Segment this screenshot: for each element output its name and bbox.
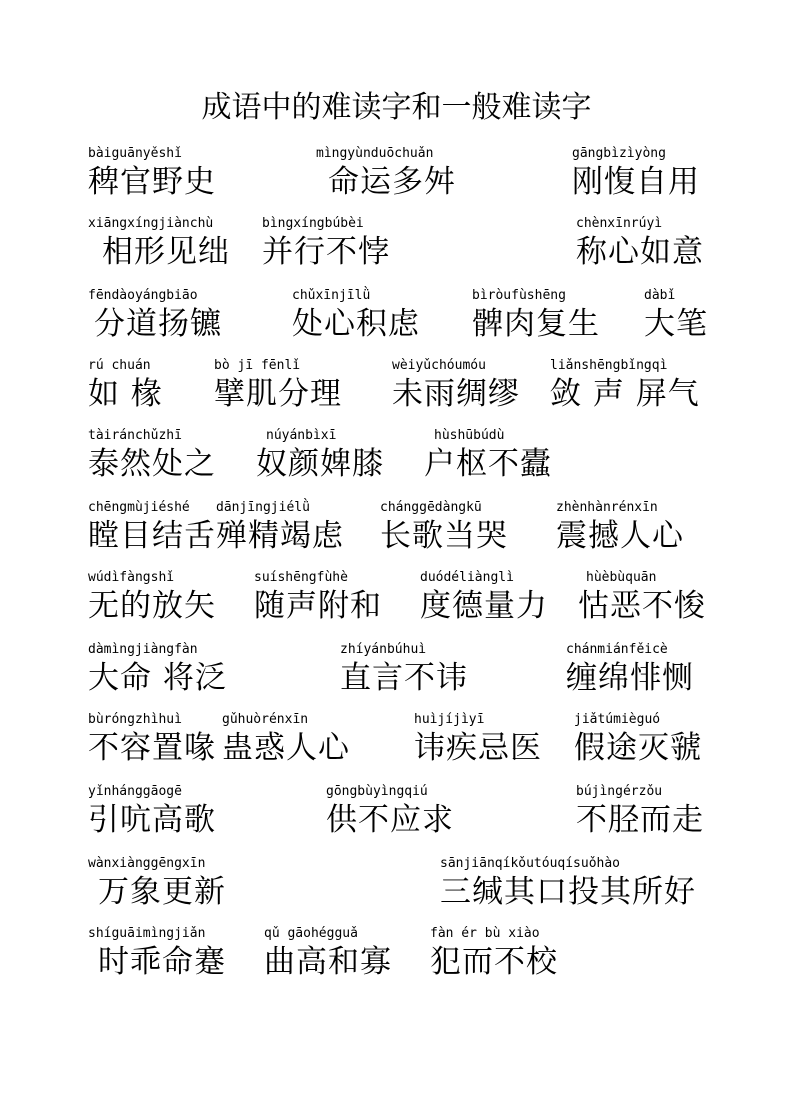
idiom-entry: [88, 288, 222, 342]
idiom-text: 度德量力: [420, 588, 548, 624]
idiom-text: 称心如意: [576, 234, 704, 270]
pinyin-annotation: chánggēdàngkū: [380, 500, 482, 515]
idiom-text: 震撼人心: [556, 518, 684, 554]
idiom-entry: [578, 570, 706, 624]
pinyin-annotation: qǔ gāohégguǎ: [264, 926, 358, 941]
pinyin-annotation: wúdìfàngshǐ: [88, 570, 175, 585]
pinyin-annotation: bùróngzhìhuì: [88, 712, 182, 727]
idiom-entry: [88, 500, 216, 554]
pinyin-annotation: dàmìngjiàngfàn: [88, 642, 198, 657]
pinyin-annotation: shíguāimìngjiǎn: [88, 926, 206, 941]
idiom-text: 髀肉复生: [472, 306, 600, 342]
idiom-text: 供不应求: [326, 802, 454, 838]
pinyin-annotation: bò jī fēnlǐ: [214, 358, 301, 373]
idiom-text: 三缄其口投其所好: [440, 874, 696, 910]
idiom-text: 不胫而走: [576, 802, 704, 838]
idiom-entry: [424, 428, 552, 482]
idiom-text: 如 椽: [88, 376, 163, 412]
idiom-text: 蛊惑人心: [222, 730, 350, 766]
idiom-text: 敛 声 屏气: [550, 376, 700, 412]
pinyin-annotation: yǐnhánggāogē: [88, 784, 182, 799]
idiom-entry: [88, 570, 216, 624]
pinyin-annotation: xiāngxíngjiànchù: [88, 216, 214, 231]
pinyin-annotation: fàn ér bù xiào: [430, 926, 540, 941]
pinyin-annotation: duódéliànglì: [420, 570, 514, 585]
pinyin-annotation: bìròufùshēng: [472, 288, 566, 303]
idiom-entry: [472, 288, 600, 342]
idiom-text: 时乖命蹇: [98, 944, 226, 980]
idiom-entry: [262, 216, 390, 270]
pinyin-annotation: fēndàoyángbiāo: [88, 288, 198, 303]
idiom-text: 泰然处之: [88, 446, 216, 482]
idiom-entry: [556, 500, 684, 554]
idiom-entry: [292, 288, 420, 342]
idiom-text: 不容置喙: [88, 730, 216, 766]
pinyin-annotation: jiǎtúmièguó: [574, 712, 661, 727]
idiom-entry: [254, 570, 382, 624]
pinyin-annotation: suíshēngfùhè: [254, 570, 348, 585]
pinyin-annotation: bàiguānyěshǐ: [88, 146, 182, 161]
idiom-entry: [264, 926, 392, 980]
pinyin-annotation: dānjīngjiélǜ: [216, 500, 310, 515]
idiom-text: 大笔: [644, 306, 708, 342]
idiom-text: 稗官野史: [88, 164, 216, 200]
idiom-text: 随声附和: [254, 588, 382, 624]
pinyin-annotation: wèiyǔchóumóu: [392, 358, 486, 373]
idiom-text: 殚精竭虑: [216, 518, 344, 554]
pinyin-annotation: bìngxíngbúbèi: [262, 216, 364, 231]
idiom-entry: [88, 642, 227, 696]
idiom-text: 奴颜婢膝: [256, 446, 384, 482]
idiom-text: 缠绵悱恻: [566, 660, 694, 696]
idiom-text: 大命 将泛: [88, 660, 227, 696]
idiom-text: 相形见绌: [102, 234, 230, 270]
idiom-text: 处心积虑: [292, 306, 420, 342]
idiom-entry: [256, 428, 384, 482]
idiom-entry: [88, 712, 216, 766]
idiom-entry: [214, 358, 342, 412]
pinyin-annotation: núyánbìxī: [266, 428, 337, 443]
idiom-entry: [88, 216, 230, 270]
idiom-entry: [88, 926, 226, 980]
pinyin-annotation: mìngyùnduōchuǎn: [316, 146, 434, 161]
idiom-text: 命运多舛: [328, 164, 456, 200]
idiom-entry: [420, 570, 548, 624]
idiom-entry: [392, 358, 520, 412]
idiom-entry: [216, 500, 344, 554]
idiom-entry: [88, 358, 163, 412]
pinyin-annotation: zhíyánbúhuì: [340, 642, 427, 657]
idiom-entry: [414, 712, 542, 766]
pinyin-annotation: zhènhànrénxīn: [556, 500, 658, 515]
idiom-text: 户枢不蠹: [424, 446, 552, 482]
pinyin-annotation: wànxiànggēngxīn: [88, 856, 206, 871]
idiom-entry: [440, 856, 696, 910]
idiom-entry: [430, 926, 558, 980]
idiom-text: 万象更新: [98, 874, 226, 910]
page-title: 成语中的难读字和一般难读字: [201, 90, 592, 125]
idiom-entry: [326, 784, 454, 838]
idiom-entry: [644, 288, 708, 342]
idiom-entry: [576, 784, 704, 838]
idiom-entry: [316, 146, 456, 200]
idiom-text: 瞠目结舌: [88, 518, 216, 554]
pinyin-annotation: gāngbìzìyòng: [572, 146, 666, 161]
idiom-text: 分道扬镳: [94, 306, 222, 342]
pinyin-annotation: hùèbùquān: [586, 570, 657, 585]
pinyin-annotation: tàiránchǔzhī: [88, 428, 182, 443]
pinyin-annotation: gǔhuòrénxīn: [222, 712, 309, 727]
idiom-text: 无的放矢: [88, 588, 216, 624]
idiom-entry: [550, 358, 700, 412]
idiom-entry: [380, 500, 508, 554]
pinyin-annotation: bújìngérzǒu: [576, 784, 663, 799]
idiom-entry: [572, 146, 700, 200]
idiom-entry: [88, 146, 216, 200]
pinyin-annotation: huìjíjìyī: [414, 712, 485, 727]
pinyin-annotation: chēngmùjiéshé: [88, 500, 190, 515]
idiom-entry: [88, 428, 216, 482]
pinyin-annotation: dàbǐ: [644, 288, 676, 303]
idiom-text: 假途灭虢: [574, 730, 702, 766]
pinyin-annotation: chǔxīnjīlǜ: [292, 288, 371, 303]
idiom-entry: [574, 712, 702, 766]
pinyin-annotation: liǎnshēngbǐngqì: [550, 358, 668, 373]
idiom-entry: [88, 784, 216, 838]
idiom-text: 引吭高歌: [88, 802, 216, 838]
idiom-text: 曲高和寡: [264, 944, 392, 980]
idiom-text: 犯而不校: [430, 944, 558, 980]
idiom-entry: [576, 216, 704, 270]
idiom-entry: [340, 642, 468, 696]
idiom-text: 擘肌分理: [214, 376, 342, 412]
idiom-entry: [222, 712, 350, 766]
pinyin-annotation: rú chuán: [88, 358, 151, 373]
idiom-text: 未雨绸缪: [392, 376, 520, 412]
idiom-entry: [566, 642, 694, 696]
idiom-text: 怙恶不悛: [578, 588, 706, 624]
idiom-text: 讳疾忌医: [414, 730, 542, 766]
pinyin-annotation: chènxīnrúyì: [576, 216, 663, 231]
idiom-text: 长歌当哭: [380, 518, 508, 554]
idiom-entry: [88, 856, 226, 910]
pinyin-annotation: sānjiānqíkǒutóuqísuǒhào: [440, 856, 621, 871]
idiom-text: 直言不讳: [340, 660, 468, 696]
idiom-text: 并行不悖: [262, 234, 390, 270]
pinyin-annotation: chánmiánfěicè: [566, 642, 668, 657]
pinyin-annotation: hùshūbúdù: [434, 428, 505, 443]
idiom-text: 刚愎自用: [572, 164, 700, 200]
pinyin-annotation: gōngbùyìngqiú: [326, 784, 428, 799]
